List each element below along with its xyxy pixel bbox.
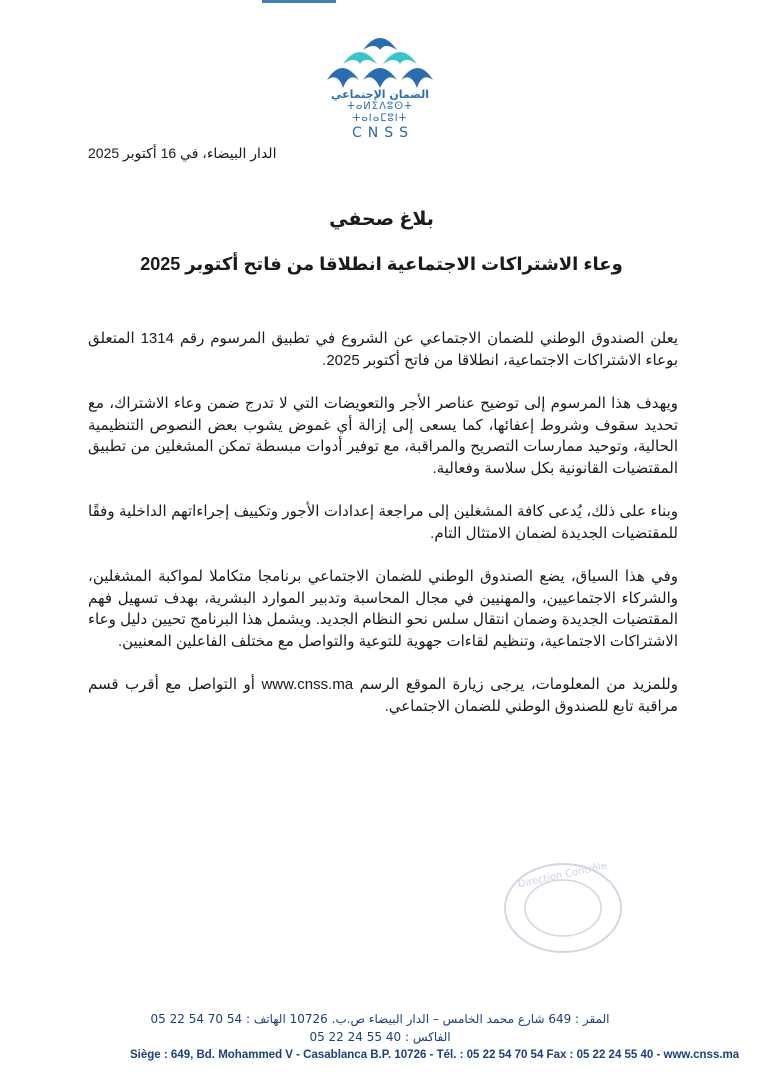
document-title: بلاغ صحفي bbox=[329, 209, 434, 230]
paragraph: وللمزيد من المعلومات، يرجى زيارة الموقع الرسم www.cnss.ma أو التواصل مع أقرب قسم مراقبة تابع للصندوق الوطني للضمان الاجتماعي. bbox=[88, 676, 678, 715]
logo-tifinagh-name: ⵜⴰⵍⵉⴷⵓⵙⵜ ⵜⴰⵏⴰⵎⵓⵏⵜ bbox=[347, 101, 413, 124]
logo-acronym: CNSS bbox=[351, 125, 415, 141]
cnss-arches-icon bbox=[325, 28, 435, 90]
footer-french-address: Siège : 649, Bd. Mohammed V - Casablanca B.P. 10726 - Tél. : 05 22 54 70 54 Fax : 05 22 24 55 40 - www.cnss.ma bbox=[130, 1049, 740, 1061]
paragraph: يعلن الصندوق الوطني للضمان الاجتماعي عن الشروع في تطبيق المرسوم رقم 1314 المتعلق بوعاء الاشتراكات الاجتماعية، انطلاقا من فاتح أكتوبر 2025. bbox=[88, 330, 678, 369]
document-subtitle: وعاء الاشتراكات الاجتماعية انطلاقا من فاتح أكتوبر 2025 bbox=[140, 254, 623, 274]
stamp-text: Direction Contrôle bbox=[516, 860, 608, 891]
top-rule bbox=[262, 0, 336, 3]
document-body bbox=[88, 328, 678, 739]
cnss-logo bbox=[318, 28, 442, 140]
official-stamp bbox=[500, 860, 626, 956]
paragraph: وبناء على ذلك، يُدعى كافة المشغلين إلى مراجعة إعدادات الأجور وتكييف إجراءاتهم الداخلية وفقًا للمقتضيات الجديدة لضمان الامتثال التام. bbox=[88, 503, 678, 542]
logo-arabic-name: الضمان الإجتماعي bbox=[331, 88, 429, 101]
paragraph: وفي هذا السياق، يضع الصندوق الوطني للضمان الاجتماعي برنامجا متكاملا لمواكبة المشغلين، والشركاء الاجتماعيين، والمهنيين في مجال المحاسبة وتدبير الموارد البشرية، بهدف تسهيل فهم المقتضيات الجديدة وضمان انتقال سلس نحو النظام الجديد. ويشمل هذا البرنامج تحيين دليل وعاء الاشتراكات الاجتماعية، وتنظيم لقاءات جهوية للتوعية والتواصل مع مختلف الفاعلين المعنيين. bbox=[88, 568, 678, 650]
date-line: الدار البيضاء، في 16 أكتوبر 2025 bbox=[88, 145, 277, 161]
footer bbox=[130, 1010, 740, 1064]
paragraph: ويهدف هذا المرسوم إلى توضيح عناصر الأجر والتعويضات التي لا تدرج ضمن وعاء الاشتراك، مع تحديد سقوف وشروط إعفائها، كما يسعى إلى إزالة أي غموض يشوب بعض النصوص التنظيمية الحالية، وتوحيد ممارسات التصريح والمراقبة، مع توفير أدوات مبسطة تمكن المشغلين من تطبيق المقتضيات القانونية بكل سلاسة وفعالية. bbox=[88, 395, 678, 477]
footer-arabic-address: المقر : 649 شارع محمد الخامس – الدار البيضاء ص.ب. 10726 الهاتف : 54 70 54 22 05 الفاكس : 40 55 24 22 05 bbox=[150, 1012, 610, 1044]
